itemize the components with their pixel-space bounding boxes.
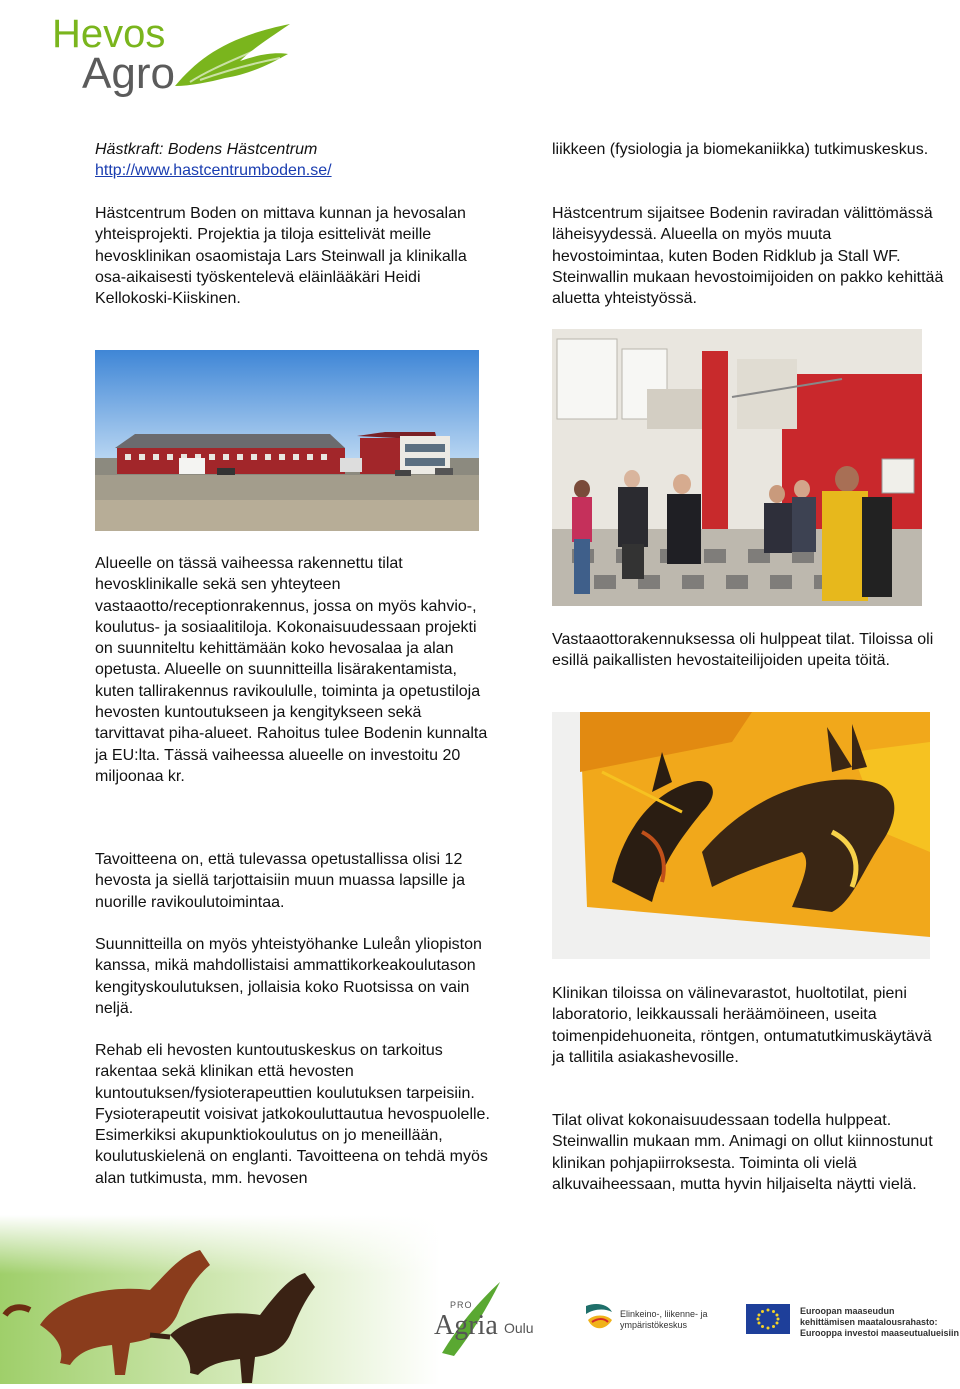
photo-horse-painting [552, 712, 930, 959]
eu-stars-icon [746, 1304, 790, 1334]
project-paragraph: Alueelle on tässä vaiheessa rakennettu tilat hevosklinikalle sekä sen yhteyteen vastaaotto/receptionrakennus, jossa on myös kahvio-, koulutus- ja sosiaalitiloja. Kokonaisuudessaan projekti on suunniteltu kehittämään koko hevosalaa ja alan opetusta. Alueelle on suunnitteilla lisärakentamista, kuten tallirakennus ravikoululle, toiminta ja opetustiloja hevosten kuntoutukseen ja kengitykseen sekä tarvittavat piha-alueet. Rahoitus tulee Bodenin kunnalta ja EU:lta. Tässä vaiheessa alueelle on investoitu 20 miljoonaa kr. [95, 555, 488, 785]
reception-paragraph: Vastaaottorakennuksessa oli hulppeat tilat. Tiloissa oli esillä paikallisten hevostaiteilijoiden upeita töitä. [552, 631, 934, 670]
research-paragraph: liikkeen (fysiologia ja biomekaniikka) tutkimuskeskus. [552, 141, 929, 158]
proagria-pro-text: PRO [450, 1300, 473, 1310]
intro-paragraph: Hästcentrum Boden on mittava kunnan ja hevosalan yhteisprojekti. Projektia ja tiloja esittelivät meille hevosklinikan osaomistaja Lars Steinwall ja klinikalla osa-aikaisesti työskentelevä eläinlääkäri Heidi Kellokoski-Kiiskinen. [95, 205, 467, 308]
logo-text-agro: Agro [82, 49, 175, 98]
conclusion-paragraph: Tilat olivat kokonaisuudessaan todella hulppeat. Steinwallin mukaan mm. Animagi on ollut kiinnostunut klinikan pohjapiirroksesta. Toiminta oli vielä alkuvaiheessaan, mutta hyvin hiljaiselta näytti vielä. [552, 1112, 933, 1193]
ely-mark-icon [582, 1300, 616, 1334]
proagria-oulu-logo [432, 1278, 552, 1368]
eu-text-line3: Eurooppa investoi maaseutualueisiin [800, 1328, 960, 1338]
proagria-agria-text: Agria [434, 1310, 498, 1341]
university-paragraph: Suunnitteilla on myös yhteistyöhanke Luleån yliopiston kanssa, mikä mahdollistaisi ammattikorkeakoulutason kengityskoulutuksen, jollaisia koko Ruotsissa on vain neljä. [95, 936, 482, 1017]
eu-flag [746, 1304, 790, 1334]
goal-paragraph: Tavoitteena on, että tulevassa opetustallissa olisi 12 hevosta ja siellä tarjottaisiin muun muassa lapsille ja nuorille ravikoulutoimintaa. [95, 851, 465, 911]
eu-text-line1: Euroopan maaseudun [800, 1306, 895, 1316]
hastcentrum-link[interactable]: http://www.hastcentrumboden.se/ [95, 162, 332, 179]
rehab-paragraph: Rehab eli hevosten kuntoutuskeskus on tarkoitus rakentaa sekä klinikan että hevosten kuntoutuksen/fysioterapeuttien koulutuksen tarpeisiin. Fysioterapeutit voisivat jatkokouluttautua hevospuolelle. Esimerkiksi akupunktiokoulutus on jo meneillään, koulutuskielenä on englanti. Tavoitteena on tehdä myös alan tutkimusta, mm. hevosen [95, 1042, 490, 1187]
wing-icon [170, 16, 295, 96]
logo-text-hevos: Hevos [52, 12, 166, 56]
footer-horses-image [0, 1215, 440, 1384]
photo-reception-interior [552, 329, 922, 606]
ely-text-line1: Elinkeino-, liikenne- ja [620, 1309, 708, 1319]
hevosagro-logo [52, 12, 302, 107]
ely-text-line2: ympäristökeskus [620, 1320, 688, 1330]
photo-buildings [95, 350, 479, 531]
location-paragraph: Hästcentrum sijaitsee Bodenin raviradan välittömässä läheisyydessä. Alueella on myös muuta hevostoimintaa, kuten Boden Ridklub ja Stall WF. Steinwallin mukaan hevostoimijoiden on pakko kehittää aluetta yhteistyössä. [552, 205, 944, 308]
proagria-oulu-text: Oulu [504, 1320, 534, 1336]
clinic-facilities-paragraph: Klinikan tiloissa on välinevarastot, huoltotilat, pieni laboratorio, leikkaussali heräämöineen, useita toimenpidehuoneita, röntgen, ontumatutkimuskäytävä ja tallitila asiakashevosille. [552, 985, 932, 1066]
article-heading: Hästkraft: Bodens Hästcentrum [95, 141, 318, 158]
eu-text-line2: kehittämisen maatalousrahasto: [800, 1317, 938, 1327]
ely-centre-logo [582, 1300, 732, 1336]
